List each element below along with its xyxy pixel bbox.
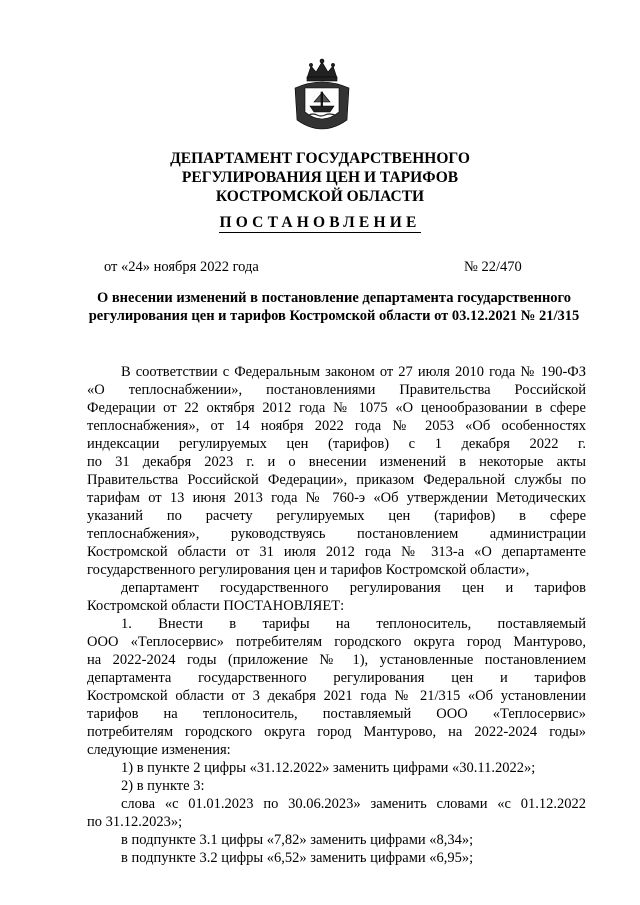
body-line: следующие изменения: — [87, 742, 231, 758]
body-line: Костромской области ПОСТАНОВЛЯЕТ: — [87, 598, 345, 614]
body-line: В соответствии с Федеральным законом от 27 июля 2010 года № 190-ФЗ — [121, 364, 586, 380]
body-line: государственного регулирования цен и тарифов Костромской области», — [87, 562, 530, 578]
body-line: ООО «Теплосервис» потребителям городского округа город Мантурово, — [87, 634, 586, 650]
body-line: слова «с 01.01.2023 по 30.06.2023» заменить словами «с 01.12.2022 — [121, 796, 586, 812]
document-type-text: ПОСТАНОВЛЕНИЕ — [219, 214, 421, 231]
body-line: в подпункте 3.2 цифры «6,52» заменить цифрами «6,95»; — [121, 850, 474, 866]
body-line: тарифов на теплоноситель, поставляемый ООО «Теплосервис» — [87, 706, 586, 722]
subject-line-2: регулирования цен и тарифов Костромской области от 03.12.2021 № 21/315 — [88, 308, 580, 324]
body-line: в подпункте 3.1 цифры «7,82» заменить цифрами «8,34»; — [121, 832, 474, 848]
body-line: индексации регулируемых цен (тарифов) с 1 декабря 2022 г. — [87, 436, 586, 452]
body-line: департамента государственного регулирования цен и тарифов — [87, 670, 586, 686]
body-line: теплоснабжения», руководствуясь постановлением администрации — [87, 526, 586, 542]
body-line: 1. Внести в тарифы на теплоноситель, поставляемый — [121, 616, 586, 632]
body-line: потребителям городского округа город Мантурово, на 2022-2024 годы» — [87, 724, 586, 740]
org-name-line-1: ДЕПАРТАМЕНТ ГОСУДАРСТВЕННОГО — [170, 150, 470, 167]
body-line: указаний по расчету регулируемых цен (тарифов) в сфере — [87, 508, 586, 524]
coat-of-arms-emblem — [291, 58, 353, 140]
body-line: по 31.12.2023»; — [87, 814, 183, 830]
document-number: № 22/470 — [464, 259, 522, 275]
org-name-line-3: КОСТРОМСКОЙ ОБЛАСТИ — [215, 188, 425, 205]
body-line: теплоснабжения», от 14 ноября 2022 года № 2053 «Об особенностях — [87, 418, 586, 434]
body-line: 1) в пункте 2 цифры «31.12.2022» заменить цифрами «30.11.2022»; — [121, 760, 536, 776]
body-line: по 31 декабря 2023 г. и о внесении изменений в некоторые акты — [87, 454, 586, 470]
body-line: Правительства Российской Федерации», приказом Федеральной службы по — [87, 472, 586, 488]
body-line: тарифам от 13 июня 2013 года № 760-э «Об утверждении Методических — [87, 490, 586, 506]
document-type-heading — [120, 214, 520, 232]
org-name-line-2: РЕГУЛИРОВАНИЯ ЦЕН И ТАРИФОВ — [181, 169, 459, 186]
body-line: Костромской области от 3 декабря 2021 года № 21/315 «Об установлении — [87, 688, 586, 704]
body-line: департамент государственного регулирования цен и тарифов — [121, 580, 586, 596]
body-line: 2) в пункте 3: — [121, 778, 205, 794]
subject-line-1: О внесении изменений в постановление департамента государственного — [96, 290, 572, 306]
document-date: от «24» ноября 2022 года — [104, 259, 259, 275]
body-line: Федерации от 22 октября 2012 года № 1075 «О ценообразовании в сфере — [87, 400, 586, 416]
body-line: Костромской области от 31 июля 2012 года № 313-а «О департаменте — [87, 544, 586, 560]
body-line: «О теплоснабжении», постановлениями Правительства Российской — [87, 382, 586, 398]
body-line: на 2022-2024 годы (приложение № 1), установленные постановлением — [87, 652, 586, 668]
